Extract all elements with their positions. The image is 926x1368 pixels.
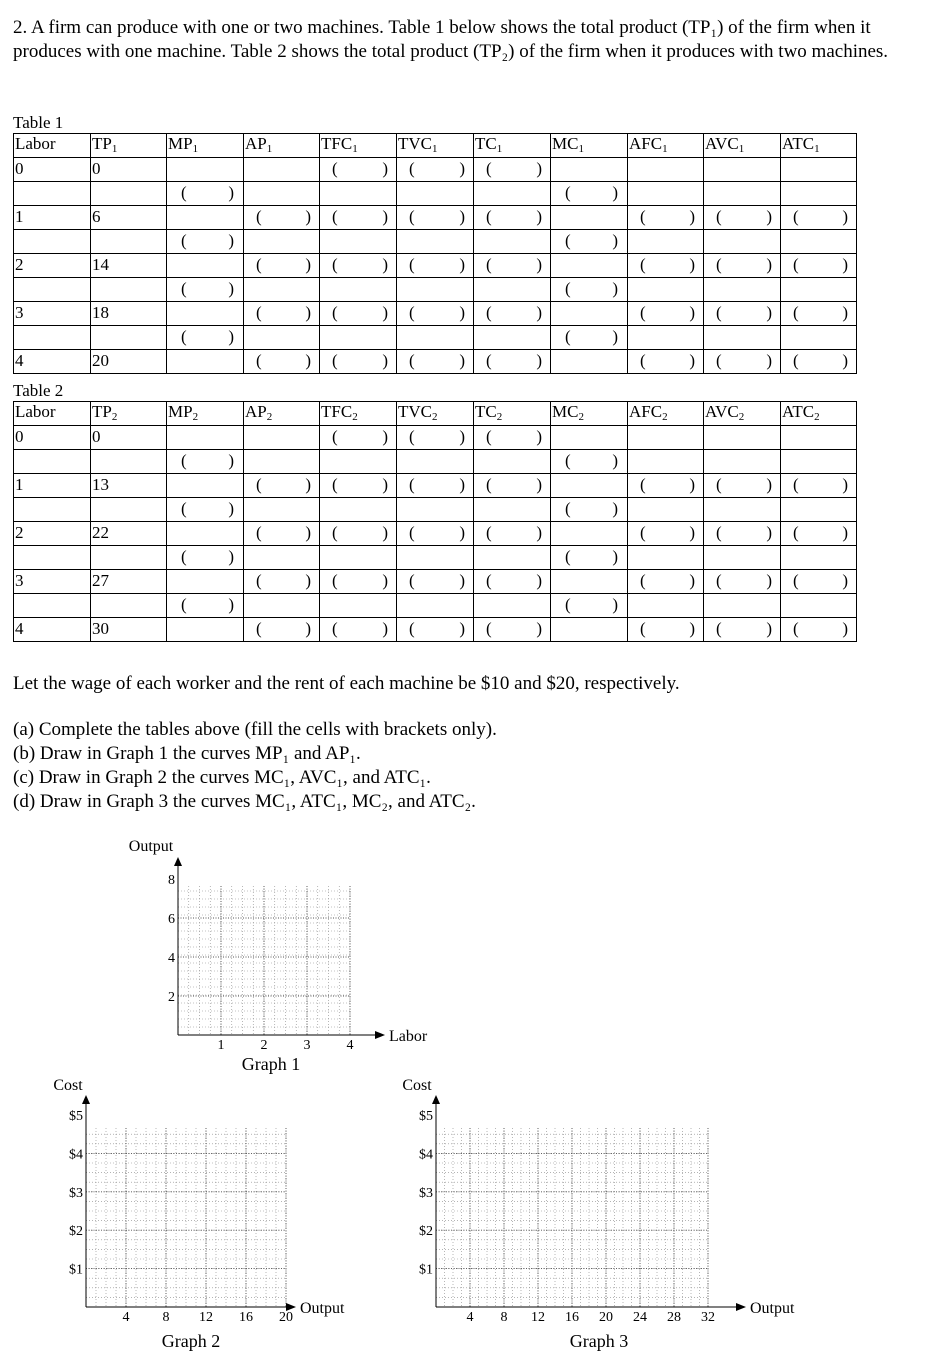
answer-bracket[interactable]: ( ) — [332, 619, 388, 638]
answer-bracket[interactable]: ( ) — [486, 303, 542, 322]
question-intro: 2. A firm can produce with one or two machines. Table 1 below shows the total product (TP₁) of the firm when it produces with one machine. Table 2 shows the total product (TP₂) of the firm when it produces with two machines. — [13, 17, 889, 62]
table1-caption: Table 1 — [13, 113, 64, 132]
answer-bracket[interactable]: ( ) — [640, 303, 695, 322]
table2-labor-value: 4 — [15, 619, 24, 638]
answer-bracket[interactable]: ( ) — [256, 571, 311, 590]
answer-bracket[interactable]: ( ) — [716, 571, 772, 590]
graph3-x-arrow — [736, 1303, 746, 1311]
graph1-x-label: Labor — [389, 1028, 428, 1045]
graphs-area — [0, 828, 926, 1368]
answer-bracket[interactable]: ( ) — [640, 523, 695, 542]
answer-bracket[interactable]: ( ) — [716, 255, 772, 274]
table2-tp-value: 30 — [92, 619, 109, 638]
graph1-x-tick-label: 3 — [303, 1038, 311, 1053]
graph2-y-label: Cost — [53, 1077, 83, 1094]
table2-labor-value: 3 — [15, 571, 24, 590]
graph2-y-tick-label: $5 — [69, 1109, 83, 1124]
answer-bracket[interactable]: ( ) — [793, 255, 848, 274]
answer-bracket[interactable]: ( ) — [716, 523, 772, 542]
table2 — [13, 401, 857, 642]
answer-bracket[interactable]: ( ) — [486, 523, 542, 542]
table1-labor-value: 4 — [15, 351, 24, 370]
answer-bracket[interactable]: ( ) — [409, 619, 465, 638]
table2-labor-value: 1 — [15, 475, 24, 494]
table1-tp-value: 18 — [92, 303, 109, 322]
answer-bracket[interactable]: ( ) — [256, 303, 311, 322]
answer-bracket[interactable]: ( ) — [181, 279, 234, 298]
answer-bracket[interactable]: ( ) — [256, 207, 311, 226]
table2-caption: Table 2 — [13, 381, 64, 400]
graph3-x-tick-label: 20 — [599, 1310, 613, 1325]
graph3-y-tick-label: $5 — [419, 1109, 433, 1124]
table2-tp-value: 0 — [92, 427, 101, 446]
answer-bracket[interactable]: ( ) — [486, 255, 542, 274]
table1-tp-value: 0 — [92, 159, 101, 178]
answer-bracket[interactable]: ( ) — [332, 159, 388, 178]
answer-bracket[interactable]: ( ) — [793, 475, 848, 494]
answer-bracket[interactable]: ( ) — [409, 427, 465, 446]
answer-bracket[interactable]: ( ) — [486, 207, 542, 226]
graph3-x-tick-label: 12 — [531, 1310, 545, 1325]
answer-bracket[interactable]: ( ) — [332, 351, 388, 370]
answer-bracket[interactable]: ( ) — [181, 595, 234, 614]
graph3-y-tick-label: $3 — [419, 1185, 433, 1201]
answer-bracket[interactable]: ( ) — [716, 475, 772, 494]
answer-bracket[interactable]: ( ) — [332, 475, 388, 494]
graph3-y-label: Cost — [402, 1077, 432, 1094]
task-a: (a) Complete the tables above (fill the cells with brackets only). — [13, 719, 497, 740]
answer-bracket[interactable]: ( ) — [716, 351, 772, 370]
graph3-x-tick-label: 4 — [466, 1310, 474, 1325]
answer-bracket[interactable]: ( ) — [181, 499, 234, 518]
graph3-x-tick-label: 24 — [633, 1310, 647, 1325]
graph2-x-label: Output — [300, 1300, 345, 1317]
answer-bracket[interactable]: ( ) — [716, 619, 772, 638]
table2-header: $ATC_2$ — [781, 402, 857, 426]
table1-header: $TP_1$ — [91, 134, 167, 158]
answer-bracket[interactable]: ( ) — [565, 499, 618, 518]
answer-bracket[interactable]: ( ) — [640, 571, 695, 590]
graph3-x-tick-label: 16 — [565, 1310, 579, 1325]
graph3-x-tick-label: 28 — [667, 1310, 681, 1325]
wage-statement: Let the wage of each worker and the rent of each machine be $10 and $20, respectively. — [13, 673, 680, 694]
graph3-x-label: Output — [750, 1300, 795, 1317]
table2-header: $TVC_2$ — [397, 402, 474, 426]
answer-bracket[interactable]: ( ) — [793, 571, 848, 590]
answer-bracket[interactable]: ( ) — [181, 451, 234, 470]
graph1-y-tick-label: 2 — [168, 990, 175, 1005]
table2-labor-value: 2 — [15, 523, 24, 542]
graph3-y-tick-label: $2 — [419, 1224, 433, 1240]
answer-bracket[interactable]: ( ) — [486, 475, 542, 494]
graph2-x-tick-label: 4 — [122, 1310, 130, 1325]
table2-header: $MC_2$ — [551, 402, 628, 426]
graph2-y-tick-label: $1 — [69, 1262, 83, 1278]
graph1-title: Graph 1 — [241, 1054, 301, 1074]
answer-bracket[interactable]: ( ) — [565, 547, 618, 566]
task-b: (b) Draw in Graph 1 the curves MP₁ and AP₁. — [13, 743, 361, 764]
graph2-y-tick-label: $3 — [69, 1185, 83, 1201]
answer-bracket[interactable]: ( ) — [332, 207, 388, 226]
answer-bracket[interactable]: ( ) — [256, 619, 311, 638]
graph3-y-tick-label: $4 — [419, 1147, 433, 1163]
graph1-y-label: Output — [128, 838, 174, 855]
answer-bracket[interactable]: ( ) — [181, 547, 234, 566]
graph1-x-tick-label: 2 — [260, 1038, 268, 1053]
answer-bracket[interactable]: ( ) — [793, 207, 848, 226]
answer-bracket[interactable]: ( ) — [793, 351, 848, 370]
answer-bracket[interactable]: ( ) — [181, 327, 234, 346]
answer-bracket[interactable]: ( ) — [486, 159, 542, 178]
answer-bracket[interactable]: ( ) — [256, 475, 311, 494]
table2-header: $AP_2$ — [244, 402, 320, 426]
table1-labor-value: 0 — [15, 159, 24, 178]
graph2-y-arrow — [82, 1095, 90, 1104]
answer-bracket[interactable]: ( ) — [565, 279, 618, 298]
answer-bracket[interactable]: ( ) — [565, 183, 618, 202]
table2-header: $TP_2$ — [91, 402, 167, 426]
table2-header: $TFC_2$ — [320, 402, 397, 426]
answer-bracket[interactable]: ( ) — [256, 523, 311, 542]
table2-tp-value: 13 — [92, 475, 109, 494]
table2-header: $MP_2$ — [167, 402, 244, 426]
table1-labor-value: 1 — [15, 207, 24, 226]
graph1-y-tick-label: 8 — [168, 873, 175, 888]
answer-bracket[interactable]: ( ) — [793, 303, 848, 322]
answer-bracket[interactable]: ( ) — [181, 231, 234, 250]
answer-bracket[interactable]: ( ) — [486, 571, 542, 590]
answer-bracket[interactable]: ( ) — [409, 571, 465, 590]
answer-bracket[interactable]: ( ) — [565, 231, 618, 250]
graph2-x-tick-label: 12 — [199, 1310, 213, 1325]
answer-bracket[interactable]: ( ) — [486, 351, 542, 370]
graph2-x-tick-label: 20 — [279, 1310, 293, 1325]
answer-bracket[interactable]: ( ) — [793, 619, 848, 638]
table1-header: $ATC_1$ — [781, 134, 857, 158]
table1-header: $AVC_1$ — [704, 134, 781, 158]
answer-bracket[interactable]: ( ) — [640, 351, 695, 370]
graph1-y-tick-label: 4 — [168, 951, 175, 966]
answer-bracket[interactable]: ( ) — [409, 523, 465, 542]
table1-header: $TFC_1$ — [320, 134, 397, 158]
table1-tp-value: 14 — [92, 255, 109, 274]
answer-bracket[interactable]: ( ) — [332, 255, 388, 274]
answer-bracket[interactable]: ( ) — [409, 255, 465, 274]
table2-tp-value: 22 — [92, 523, 109, 542]
graph3-y-tick-label: $1 — [419, 1262, 433, 1278]
graph1-x-arrow — [375, 1031, 385, 1039]
graph3-title: Graph 3 — [569, 1331, 629, 1351]
task-d: (d) Draw in Graph 3 the curves MC₁, ATC₁, MC₂, and ATC₂. — [13, 791, 476, 812]
answer-bracket[interactable]: ( ) — [332, 523, 388, 542]
table1-header: Labor — [14, 134, 91, 158]
graph1-x-tick-label: 4 — [346, 1038, 354, 1053]
answer-bracket[interactable]: ( ) — [332, 571, 388, 590]
answer-bracket[interactable]: ( ) — [486, 619, 542, 638]
table2-header: $AVC_2$ — [704, 402, 781, 426]
table2-header: $TC_2$ — [474, 402, 551, 426]
table1-labor-value: 3 — [15, 303, 24, 322]
graph1-x-tick-label: 1 — [217, 1038, 225, 1053]
graph1-y-arrow — [174, 857, 182, 866]
answer-bracket[interactable]: ( ) — [716, 303, 772, 322]
graph3-x-tick-label: 8 — [500, 1310, 508, 1325]
answer-bracket[interactable]: ( ) — [716, 207, 772, 226]
answer-bracket[interactable]: ( ) — [793, 523, 848, 542]
graph3-x-tick-label: 32 — [701, 1310, 715, 1325]
answer-bracket[interactable]: ( ) — [409, 159, 465, 178]
answer-bracket[interactable]: ( ) — [332, 303, 388, 322]
table2-header: Labor — [14, 402, 91, 426]
task-c: (c) Draw in Graph 2 the curves MC₁, AVC₁, and ATC₁. — [13, 767, 431, 788]
table1-tp-value: 20 — [92, 351, 109, 370]
answer-bracket[interactable]: ( ) — [181, 183, 234, 202]
answer-bracket[interactable]: ( ) — [640, 255, 695, 274]
table1-labor-value: 2 — [15, 255, 24, 274]
answer-bracket[interactable]: ( ) — [640, 475, 695, 494]
graph2-y-tick-label: $2 — [69, 1224, 83, 1240]
answer-bracket[interactable]: ( ) — [565, 327, 618, 346]
table1-header: $AP_1$ — [244, 134, 320, 158]
answer-bracket[interactable]: ( ) — [409, 207, 465, 226]
table1-header: $TC_1$ — [474, 134, 551, 158]
answer-bracket[interactable]: ( ) — [409, 475, 465, 494]
answer-bracket[interactable]: ( ) — [640, 619, 695, 638]
table1-header: $MP_1$ — [167, 134, 244, 158]
table1 — [13, 133, 857, 374]
graph2-y-tick-label: $4 — [69, 1147, 83, 1163]
table1-header: $MC_1$ — [551, 134, 628, 158]
answer-bracket[interactable]: ( ) — [565, 595, 618, 614]
answer-bracket[interactable]: ( ) — [409, 351, 465, 370]
table1-header: $AFC_1$ — [628, 134, 704, 158]
table2-header: $AFC_2$ — [628, 402, 704, 426]
graph1-y-tick-label: 6 — [168, 912, 175, 927]
answer-bracket[interactable]: ( ) — [640, 207, 695, 226]
table1-tp-value: 6 — [92, 207, 101, 226]
answer-bracket[interactable]: ( ) — [486, 427, 542, 446]
table1-header: $TVC_1$ — [397, 134, 474, 158]
graph2-x-tick-label: 16 — [239, 1310, 253, 1325]
answer-bracket[interactable]: ( ) — [256, 255, 311, 274]
graph2-title: Graph 2 — [161, 1331, 221, 1351]
graph3-y-arrow — [432, 1095, 440, 1104]
answer-bracket[interactable]: ( ) — [332, 427, 388, 446]
answer-bracket[interactable]: ( ) — [256, 351, 311, 370]
answer-bracket[interactable]: ( ) — [565, 451, 618, 470]
answer-bracket[interactable]: ( ) — [409, 303, 465, 322]
table2-tp-value: 27 — [92, 571, 109, 590]
table2-labor-value: 0 — [15, 427, 24, 446]
graph2-x-tick-label: 8 — [162, 1310, 170, 1325]
